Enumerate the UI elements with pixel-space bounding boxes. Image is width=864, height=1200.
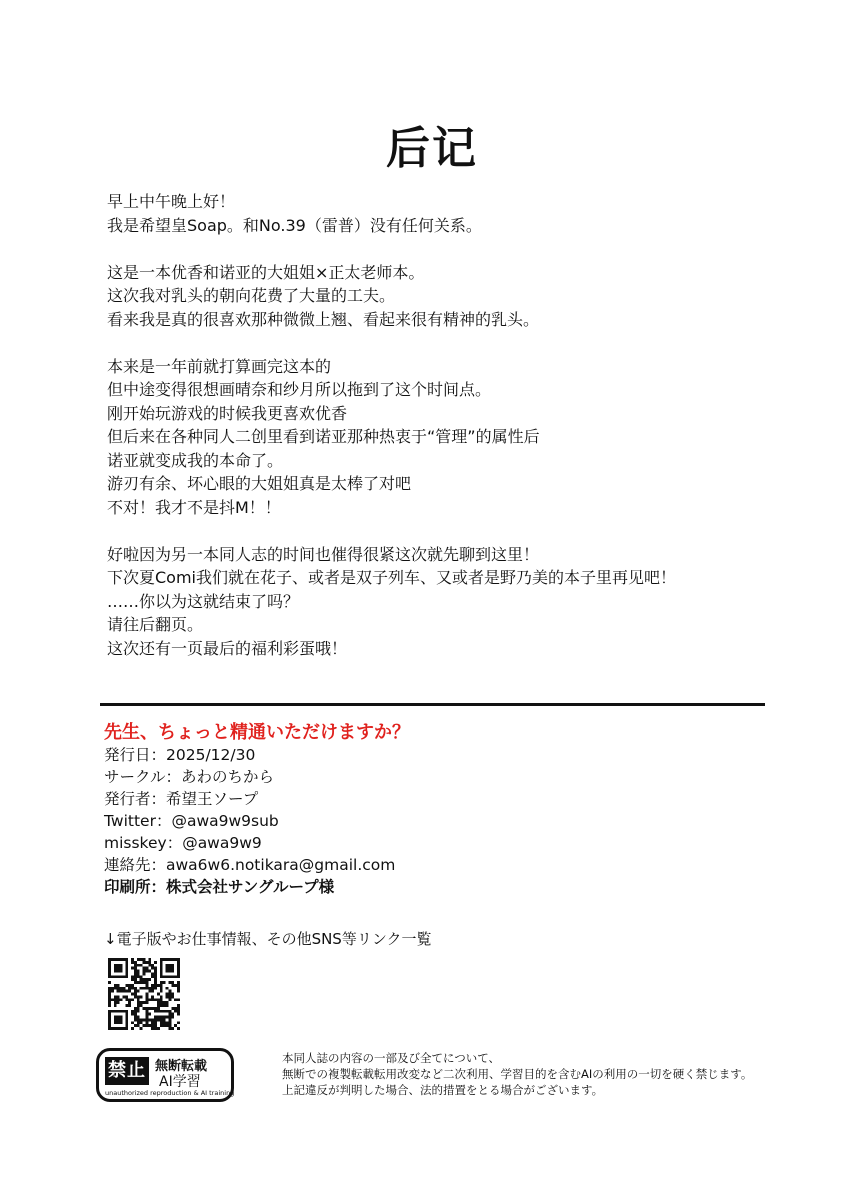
notice-line: 本同人誌の内容の一部及び全てについて、	[282, 1051, 501, 1065]
afterword-line: ……你以为这就结束了吗？	[107, 591, 300, 611]
afterword-line: 请往后翻页。	[107, 615, 204, 634]
notice-line: 無断での複製転載転用改変など二次利用、学習目的を含むAIの利用の一切を硬く禁じます。	[282, 1067, 753, 1081]
colophon-misskey[interactable]: misskey：@awa9w9	[104, 834, 262, 852]
stamp-line-2: AI学習	[159, 1074, 201, 1090]
colophon-twitter[interactable]: Twitter：@awa9w9sub	[104, 812, 279, 830]
afterword-line: 这次我对乳头的朝向花费了大量的工夫。	[107, 286, 396, 305]
afterword-line: 这次还有一页最后的福利彩蛋哦！	[107, 638, 348, 658]
afterword-line: 刚开始玩游戏的时候我更喜欢优香	[107, 403, 348, 423]
page-title: 后记	[386, 123, 478, 174]
afterword-line: 本来是一年前就打算画完这本的	[107, 356, 332, 376]
copyright-notice	[282, 1050, 772, 1098]
afterword-line: 游刃有余、坏心眼的大姐姐真是太棒了对吧	[107, 474, 412, 493]
paragraph-gap	[107, 331, 787, 355]
afterword-line: 但后来在各种同人二创里看到诺亚那种热衷于“管理”的属性后	[107, 427, 540, 446]
colophon-printer: 印刷所：株式会社サングループ様	[104, 878, 335, 896]
afterword-line: 看来我是真的很喜欢那种微微上翘、看起来很有精神的乳头。	[107, 309, 540, 329]
afterword-line: 诺亚就变成我的本命了。	[107, 450, 284, 470]
stamp-line-1: 無断転載	[155, 1059, 208, 1074]
paragraph-gap	[107, 519, 787, 543]
stamp-prohibited-box: 禁止	[105, 1057, 149, 1085]
colophon-circle: サークル：あわのちから	[104, 768, 275, 786]
colophon-publisher: 発行者：希望王ソープ	[104, 790, 259, 808]
afterword-line: 好啦因为另一本同人志的时间也催得很紧这次就先聊到这里！	[107, 544, 540, 564]
afterword-line: 下次夏Comi我们就在花子、或者是双子列车、又或者是野乃美的本子里再见吧！	[107, 568, 676, 587]
colophon-contact[interactable]: 連絡先：awa6w6.notikara@gmail.com	[104, 856, 396, 874]
paragraph-gap	[107, 237, 787, 261]
afterword-line: 我是希望皇Soap。和No.39（雷普）没有任何关系。	[107, 215, 482, 235]
colophon-publish-date: 発行日：2025/12/30	[104, 746, 256, 764]
notice-line: 上記違反が判明した場合、法的措置をとる場合がございます。	[282, 1083, 604, 1097]
afterword-line: 不对！我才不是抖M！！	[107, 497, 281, 517]
book-title: 先生、ちょっと精通いただけますか？	[104, 722, 410, 743]
stamp-line-3: unauthorized reproduction & AI training	[105, 1089, 235, 1097]
afterword-line: 但中途变得很想画晴奈和纱月所以拖到了这个时间点。	[107, 380, 492, 399]
no-reproduction-stamp	[96, 1048, 234, 1102]
qr-code-icon[interactable]	[108, 958, 180, 1030]
links-note: ↓電子版やお仕事情報、その他SNS等リンク一覧	[104, 930, 432, 948]
divider	[100, 703, 765, 706]
colophon	[104, 722, 744, 898]
afterword-line: 这是一本优香和诺亚的大姐姐×正太老师本。	[107, 262, 425, 282]
afterword-text	[107, 190, 787, 660]
afterword-line: 早上中午晚上好！	[107, 192, 236, 211]
